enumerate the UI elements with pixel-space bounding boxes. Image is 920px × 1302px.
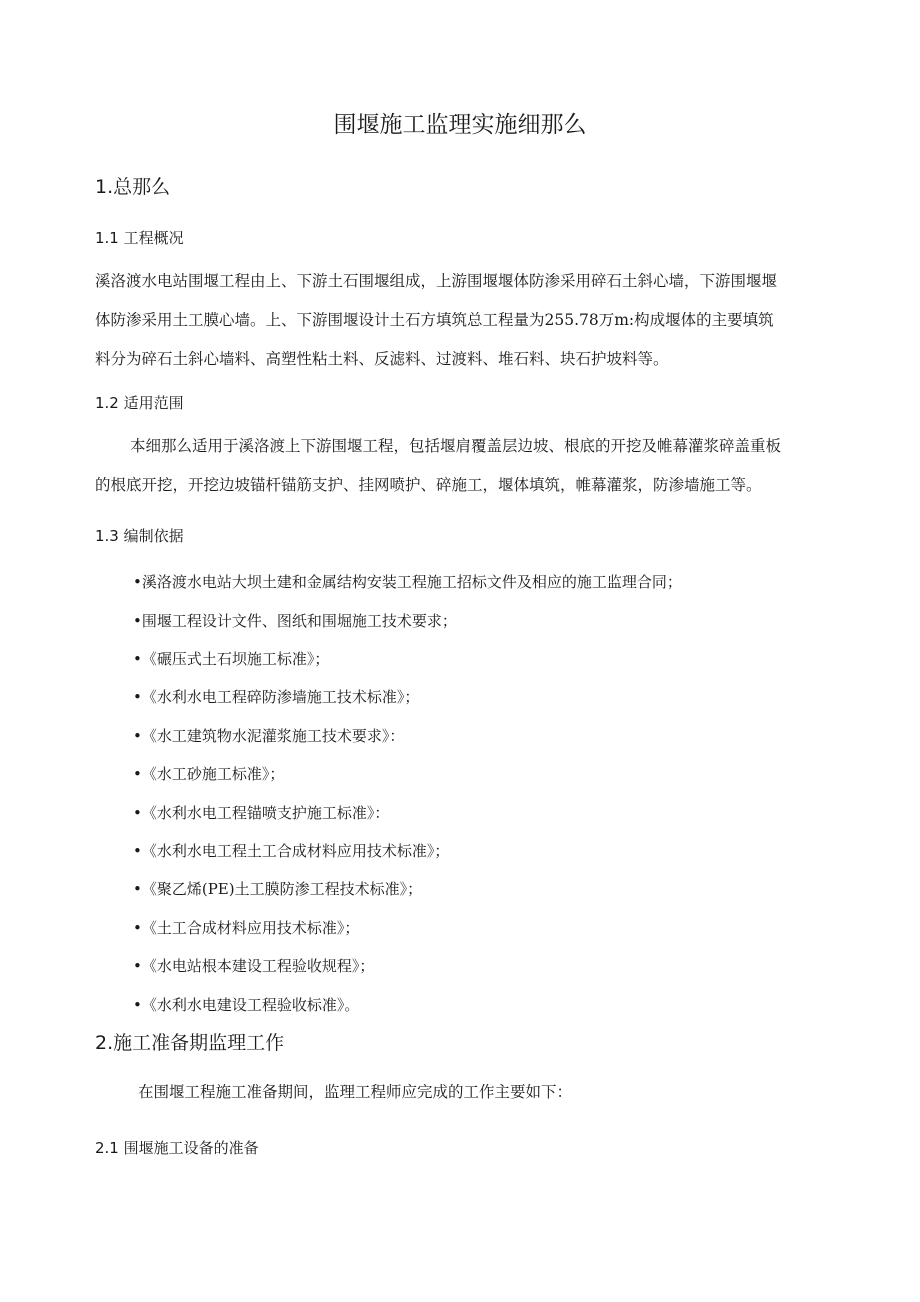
reference-item: •《水工砂施工标准》； xyxy=(133,765,285,783)
reference-item: •《水利水电建设工程验收标准》。 xyxy=(133,996,360,1014)
reference-item: •《水利水电工程土工合成材料应用技术标准》； xyxy=(133,842,450,860)
section-1-2-line-2: 的根底开挖，开挖边坡锚杆锚筋支护、挂网喷护、碎施工，堰体填筑，帷幕灌浆，防渗墙施工等。 xyxy=(95,476,762,494)
reference-item: •溪洛渡水电站大坝土建和金属结构安装工程施工招标文件及相应的施工监理合同； xyxy=(133,573,682,591)
section-1-heading: 1.总那么 xyxy=(95,176,171,198)
reference-item: •《水利水电工程碎防渗墙施工技术标准》； xyxy=(133,688,420,706)
reference-item: •《碾压式土石坝施工标准》； xyxy=(133,650,330,668)
reference-item: •《水电站根本建设工程验收规程》； xyxy=(133,957,375,975)
section-1-1-line-1: 溪洛渡水电站围堰工程由上、下游土石围堰组成，上游围堰堰体防渗采用碎石土斜心墙，下游围堰堰 xyxy=(95,272,778,290)
section-2-intro: 在围堰工程施工准备期间，监理工程师应完成的工作主要如下： xyxy=(138,1083,573,1101)
section-1-1-line-3: 料分为碎石土斜心墙料、高塑性粘土料、反滤料、过渡料、堆石料、块石护坡料等。 xyxy=(95,350,669,368)
section-1-2-heading: 1.2 适用范围 xyxy=(95,394,184,412)
section-1-1-heading: 1.1 工程概况 xyxy=(95,229,184,247)
reference-item: •《土工合成材料应用技术标准》； xyxy=(133,919,360,937)
reference-item: •围堰工程设计文件、图纸和围堀施工技术要求； xyxy=(133,612,457,630)
section-1-1-line-2: 体防渗采用土工膜心墙。上、下游围堰设计土石方填筑总工程量为255.78万m:构成堰体的主要填筑 xyxy=(95,311,774,329)
section-1-3-heading: 1.3 编制依据 xyxy=(95,527,184,545)
section-2-heading: 2.施工准备期监理工作 xyxy=(95,1032,285,1054)
document-title: 围堰施工监理实施细那么 xyxy=(333,112,587,138)
section-1-2-line-1: 本细那么适用于溪洛渡上下游围堰工程，包括堰肩覆盖层边坡、根底的开挖及帷幕灌浆碎盖重板 xyxy=(130,437,782,455)
section-2-1-heading: 2.1 围堰施工设备的准备 xyxy=(95,1139,259,1157)
reference-item: •《水工建筑物水泥灌浆施工技术要求》： xyxy=(133,727,405,745)
reference-item: •《聚乙烯(PE)土工膜防渗工程技术标准》； xyxy=(133,880,423,898)
reference-item: •《水利水电工程锚喷支护施工标准》： xyxy=(133,804,390,822)
